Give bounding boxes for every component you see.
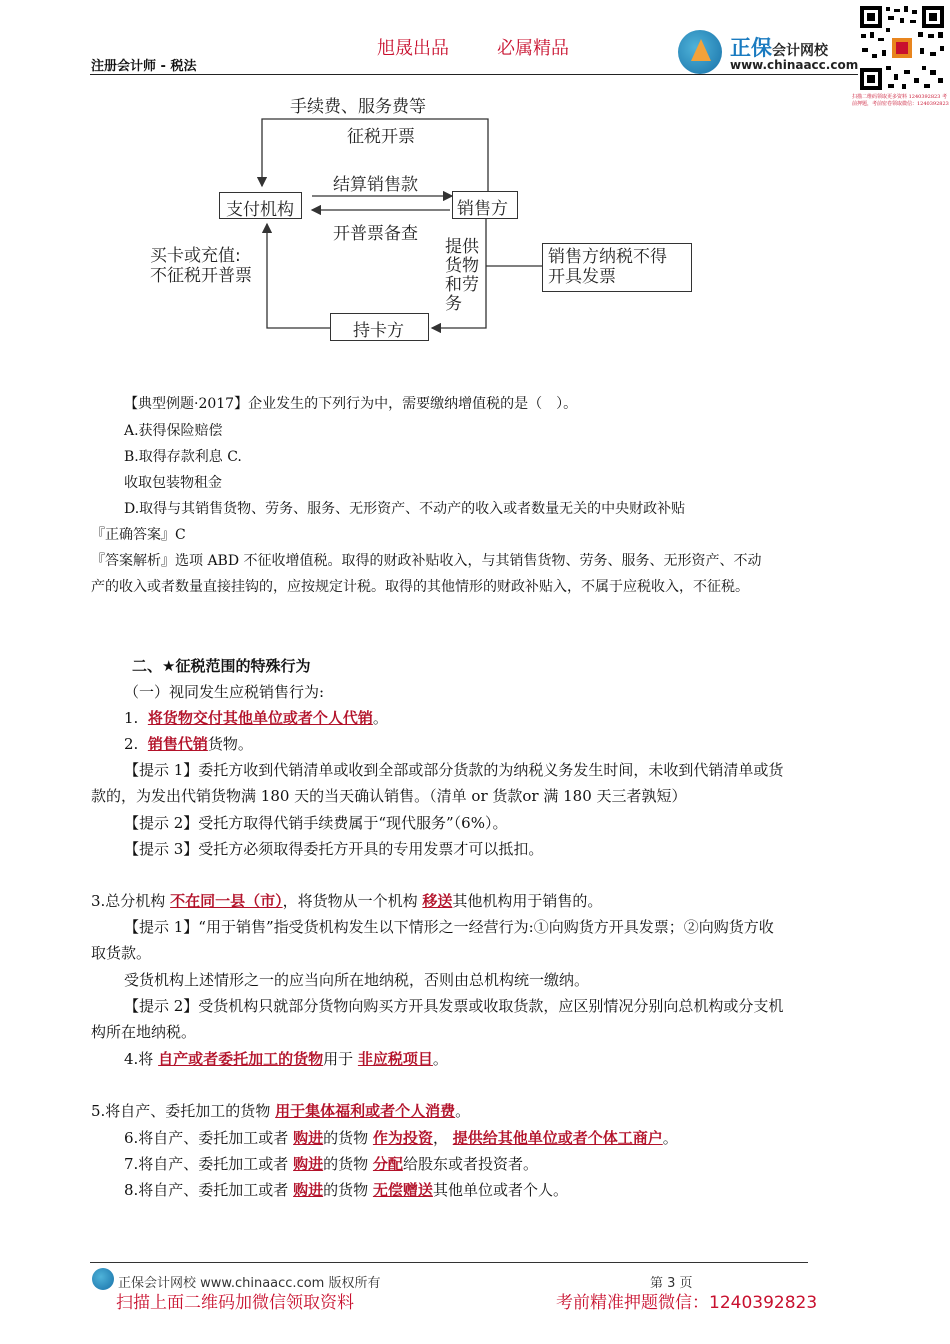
subsection-heading: （一）视同发生应税销售行为: <box>124 683 325 701</box>
payer-box: 支付机构 <box>219 192 302 219</box>
footer-copyright: 正保会计网校 www.chinaacc.com 版权所有 <box>118 1276 381 1291</box>
list-item-4: 4.将 自产或者委托加工的货物用于 非应税项目。 <box>124 1050 448 1068</box>
section-heading: 二、★征税范围的特殊行为 <box>132 657 311 675</box>
tip-3-note: 受货机构上述情形之一的应当向所在地纳税，否则由总机构统一缴纳。 <box>124 971 590 989</box>
brand-url: www.chinaacc.com <box>730 58 859 72</box>
list-item-7: 7.将自产、委托加工或者 购进的货物 分配给股东或者投资者。 <box>124 1155 538 1173</box>
list-item-2: 2. 销售代销货物。 <box>124 735 253 753</box>
header-slogan-left: 旭晟出品 <box>377 38 449 59</box>
note-box: 销售方纳税不得 开具发票 <box>542 243 692 292</box>
option-d: D.取得与其销售货物、劳务、服务、无形资产、不动产的收入或者数量无关的中央财政补贴 <box>124 501 686 517</box>
tip-3-2: 【提示 2】受货机构只就部分货物向购买方开具发票或收取货款，应区别情况分别向总机构或分支机 构所在地纳税。 <box>91 997 784 1041</box>
list-item-5: 5.将自产、委托加工的货物 用于集体福利或者个人消费。 <box>91 1102 471 1120</box>
flow-diagram <box>140 88 710 348</box>
brand-logo <box>678 30 858 75</box>
doc-title: 注册会计师 - 税法 <box>91 59 197 74</box>
fee-label: 手续费、服务费等 <box>290 97 426 117</box>
footer-logo-icon <box>92 1268 114 1290</box>
answer-analysis-2: 产的收入或者数量直接挂钩的，应按规定计税。取得的其他情形的财政补贴入，不属于应税收入，不征税。 <box>91 579 749 595</box>
option-a: A.获得保险赔偿 <box>124 423 223 439</box>
buy-label: 买卡或充值: 不征税开普票 <box>150 246 252 286</box>
list-item-1: 1. 将货物交付其他单位或者个人代销。 <box>124 709 388 727</box>
holder-box: 持卡方 <box>330 313 429 341</box>
footer-promo-right: 考前精准押题微信：1240392823 <box>556 1293 818 1313</box>
qr-code <box>858 4 946 92</box>
footer-promo-left: 扫描上面二维码加微信领取资料 <box>116 1293 354 1313</box>
brand-name: 正保会计网校 <box>730 36 828 60</box>
tax-invoice-label: 征税开票 <box>347 127 415 147</box>
list-item-3: 3.总分机构 不在同一县（市），将货物从一个机构 移送其他机构用于销售的。 <box>91 892 603 910</box>
header-slogan-right: 必属精品 <box>497 38 569 59</box>
settle-label: 结算销售款 <box>333 175 418 195</box>
example-question: 【典型例题·2017】企业发生的下列行为中，需要缴纳增值税的是（ ）。 <box>124 396 578 412</box>
option-b: B.取得存款利息 C. <box>124 449 242 465</box>
plain-invoice-label: 开普票备查 <box>333 224 418 244</box>
tip-2: 【提示 2】受托方取得代销手续费属于“现代服务”（6%）。 <box>124 814 508 832</box>
supply-label: 提供 货物 和劳 务 <box>445 237 479 314</box>
list-item-8: 8.将自产、委托加工或者 购进的货物 无偿赠送其他单位或者个人。 <box>124 1181 568 1199</box>
footer-divider <box>90 1262 808 1263</box>
seller-box: 销售方 <box>452 191 518 219</box>
qr-caption: 扫描二维码领取更多资料 1240392823 考前押题，考前密卷领取微信：1240392823 <box>852 94 949 107</box>
tip-3: 【提示 3】受托方必须取得委托方开具的专用发票才可以抵扣。 <box>124 840 544 858</box>
correct-answer: 『正确答案』C <box>91 527 186 543</box>
list-item-6: 6.将自产、委托加工或者 购进的货物 作为投资， 提供给其他单位或者个体工商户。 <box>124 1129 678 1147</box>
answer-analysis-1: 『答案解析』选项 ABD 不征收增值税。取得的财政补贴收入，与其销售货物、劳务、服务、无形资产、不动 <box>91 553 762 569</box>
option-c: 收取包装物租金 <box>124 475 222 491</box>
footer-page-number: 第 3 页 <box>650 1276 693 1291</box>
tip-3-1: 【提示 1】“用于销售”指受货机构发生以下情形之一经营行为:①向购货方开具发票；②向购货方收 取货款。 <box>91 918 774 962</box>
brand-logo-icon <box>678 30 722 74</box>
tip-1: 【提示 1】委托方收到代销清单或收到全部或部分货款的为纳税义务发生时间，未收到代销清单或货 款的，为发出代销货物满 180 天的当天确认销售。（清单 or 货款or 满 180 天三者孰短） <box>91 761 784 805</box>
